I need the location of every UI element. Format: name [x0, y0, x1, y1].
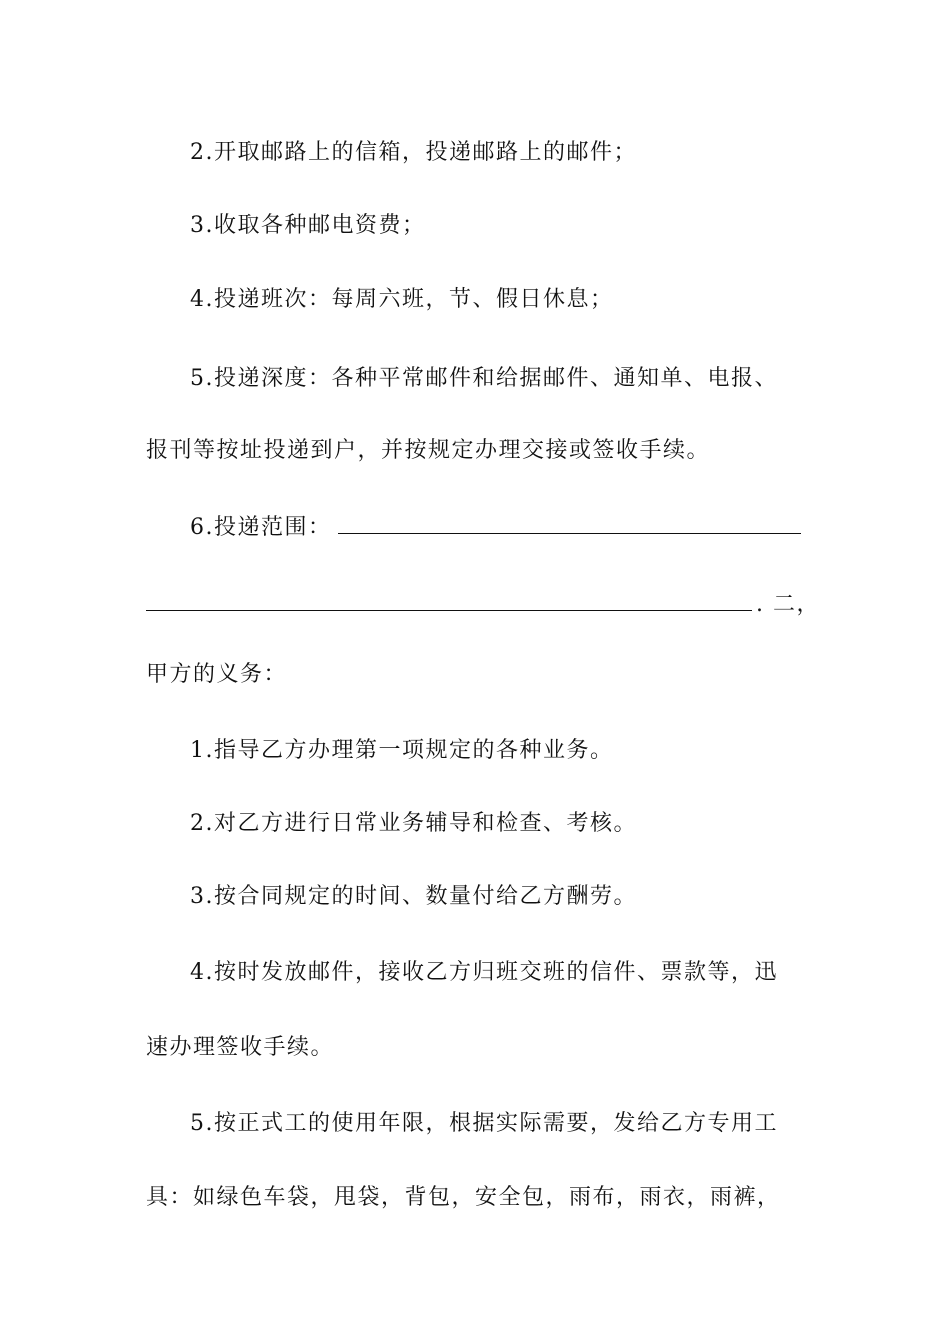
duty-item-3: 3.收取各种邮电资费；: [190, 213, 426, 238]
duty-item-6-line-2: [146, 588, 820, 618]
duty-item-4: 4.投递班次：每周六班，节、假日休息；: [190, 287, 614, 312]
obligation-item-5-line-1: 5.按正式工的使用年限，根据实际需要，发给乙方专用工: [190, 1111, 778, 1136]
duty-item-6-label: 6.投递范围：: [190, 515, 332, 540]
duty-item-5-line-1: 5.投递深度：各种平常邮件和给据邮件、通知单、电报、: [190, 366, 778, 391]
section-2-heading: 甲方的义务：: [146, 662, 288, 687]
obligation-item-5-line-2: 具：如绿色车袋，甩袋，背包，安全包，雨布，雨衣，雨裤，: [146, 1185, 781, 1210]
delivery-range-blank-2: [146, 588, 752, 611]
delivery-range-blank-1: [338, 511, 801, 534]
obligation-item-1: 1.指导乙方办理第一项规定的各种业务。: [190, 738, 614, 763]
obligation-item-3: 3.按合同规定的时间、数量付给乙方酬劳。: [190, 884, 637, 909]
obligation-item-4-line-1: 4.按时发放邮件，接收乙方归班交班的信件、票款等，迅: [190, 960, 778, 985]
section-2-number: . 二，: [756, 592, 820, 617]
obligation-item-2: 2.对乙方进行日常业务辅导和检查、考核。: [190, 811, 637, 836]
duty-item-6-line-1: [190, 511, 801, 541]
duty-item-2: 2.开取邮路上的信箱，投递邮路上的邮件；: [190, 140, 637, 165]
obligation-item-4-line-2: 速办理签收手续。: [146, 1035, 335, 1060]
duty-item-5-line-2: 报刊等按址投递到户，并按规定办理交接或签收手续。: [146, 438, 711, 463]
